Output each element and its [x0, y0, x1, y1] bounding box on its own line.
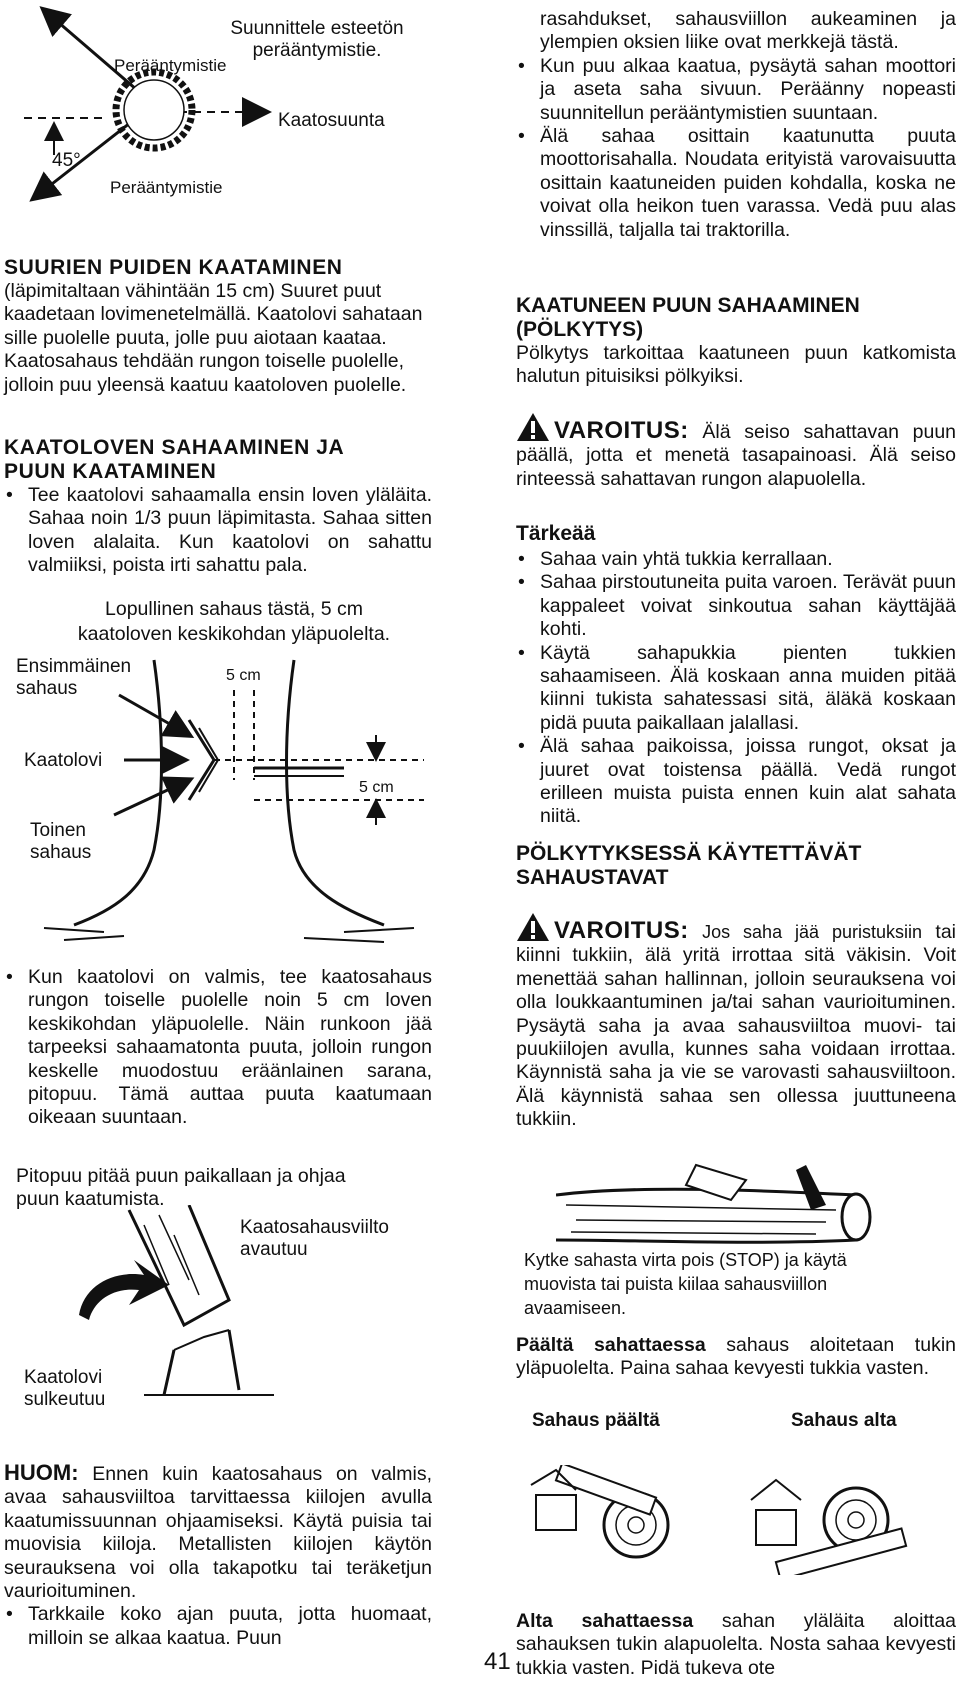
warning-1-label: VAROITUS:: [554, 417, 689, 444]
wedge-log-illustration: [556, 1160, 936, 1250]
right-top-bullet-1: • Kun puu alkaa kaatua, pysäytä sahan moottori ja aseta saha sivuun. Peräänny nopeasti suunnitellun perääntymistien suuntaan.: [516, 55, 956, 125]
top-cutting-label: Päältä sahattaessa: [516, 1334, 706, 1356]
bucking-heading-line1: KAATUNEEN PUUN SAHAAMINEN: [516, 294, 860, 317]
note-label: HUOM:: [4, 1460, 79, 1485]
cut-from-below-label: Sahaus alta: [791, 1410, 897, 1431]
wedge-caption-line1: Kytke sahasta virta pois (STOP) ja käytä: [524, 1250, 847, 1270]
note-section: [4, 1461, 432, 1650]
right-top-bullet-2: • Älä sahaa osittain kaatunutta puuta moottorisahalla. Noudata erityistä varovaisuutta osittain kaatuneiden puiden kohdalla, koska ne voivat olla heikon tuen varassa. Vedä puu alas vinssillä, taljalla tai traktorilla.: [516, 125, 956, 242]
under-cutting-body: sahan yläläita aloittaa sahauksen tukin alapuolelta. Nosta sahaa kevyesti tukkia vasten. Pidä tukeva ote: [516, 1610, 957, 1679]
important-bullet-3: • Käytä sahapukkia pienten tukkien sahaamiseen. Älä koskaan anna muiden pitää kiinni tukista sahatessasi sitä, äläkä koskaan pidä puuta paikallaan jalallasi.: [516, 642, 956, 736]
bucking-heading-line2: (PÖLKYTYS): [516, 318, 644, 341]
wedge-caption-line3: avaamiseen.: [524, 1298, 627, 1318]
retreat-top-label: Perääntymistie: [114, 56, 227, 75]
first-cut-line1: Ensimmäinen: [16, 656, 132, 677]
important-bullet-2: • Sahaa pirstoutuneita puita varoen. Terävät puun kappaleet voivat sinkoutua sahan käyttäjää kohti.: [516, 571, 956, 641]
retreat-caption-line2: perääntymistie.: [252, 40, 382, 61]
under-cutting-paragraph: [516, 1610, 956, 1680]
second-cut-line1: Toinen: [30, 820, 86, 841]
important-bullet-4: • Älä sahaa paikoissa, joissa rungot, oksat ja juuret ovat toistensa päällä. Vedä rungot erilleen muista puista ennen kuin alat sahata niitä.: [516, 735, 956, 829]
note-body: Ennen kuin kaatosahaus on valmis, avaa sahausviiltoa tarvittaessa kiilojen avulla kaatumissuunnan ohjaamiseksi. Käytä puisia tai muovisia kiiloja. Metallisten kiilojen käytön seurauksena voi olla takapotku tai teräketjun vaurioituminen.: [4, 1463, 432, 1603]
hinge-caption-line1: Pitopuu pitää puun paikallaan ja ohjaa: [16, 1165, 346, 1187]
methods-heading: [516, 842, 956, 890]
important-heading: Tärkeää: [516, 522, 596, 545]
under-cutting-label: Alta sahattaessa: [516, 1610, 694, 1632]
felling-cut-section: [4, 966, 432, 1130]
cut-opens-label: [240, 1217, 389, 1261]
note-paragraph: [4, 1461, 432, 1603]
top-cutting-paragraph: [516, 1334, 956, 1381]
first-cut-label: [16, 656, 131, 700]
important-bullet-1: • Sahaa vain yhtä tukkia kerrallaan.: [516, 548, 956, 571]
notch-label: Kaatolovi: [24, 750, 103, 771]
final-cut-caption: [34, 597, 434, 647]
notch-closes-line2: sulkeutuu: [24, 1389, 106, 1410]
notch-heading-line1: KAATOLOVEN SAHAAMINEN JA: [4, 436, 345, 459]
notch-closes-line1: Kaatolovi: [24, 1367, 103, 1388]
warning-2-paragraph: [516, 912, 956, 1132]
notch-section: [4, 436, 432, 578]
note-bullet: • Tarkkaile koko ajan puuta, jotta huomaat, milloin se alkaa kaatua. Puun: [4, 1603, 432, 1650]
right-top-continuation: rasahdukset, sahausviillon aukeaminen ja ylempien oksien liike ovat merkkejä tästä.: [540, 8, 956, 54]
important-section: [516, 522, 956, 829]
warning-2-rest: tai kiinni tukkiin, älä yritä irrottaa sitä väkisin. Voit menettää sahan hallinnan, jolloin seurauksena voi olla loukkaantuminen ja/tai sahan vaurioituminen. Pysäytä saha ja avaa sahausviiltoa muovi- tai puukiilojen avulla, kunnes saha voidaan irrottaa. Käynnistä saha ja vie se varovasti sahausviiltoon. Älä käynnistä sahaa sen ollessa juuttuneena tukkiin.: [516, 921, 957, 1131]
retreat-caption: [222, 18, 412, 62]
page-number: 41: [484, 1648, 511, 1675]
warning-1-rest: puun päällä, jotta et menetä tasapainoasi. Älä seiso rinteessä sahattavan rungon alapuolella.: [516, 421, 957, 490]
cut-from-top-label: Sahaus päältä: [532, 1410, 660, 1431]
cutting-methods-illustration: [526, 1465, 956, 1575]
dim-top-label: 5 cm: [226, 667, 261, 684]
bucking-section: [516, 294, 956, 389]
big-trees-heading: SUURIEN PUIDEN KAATAMINEN: [4, 256, 343, 279]
warning-2-label: VAROITUS:: [554, 917, 689, 944]
warning-2: [516, 912, 956, 1132]
big-trees-body: (läpimitaltaan vähintään 15 cm) Suuret puut kaadetaan lovimenetelmällä. Kaatolovi sahataan sille puolelle puuta, jolle puu aiotaan kaataa. Kaatosahaus tehdään rungon toiselle puolelle, jolloin puu yleensä kaatuu kaatoloven puolelle.: [4, 280, 423, 396]
warning-triangle-icon: [516, 412, 550, 442]
first-cut-line2: sahaus: [16, 678, 78, 699]
wedge-caption-line2: muovista tai puista kiilaa sahausviillon: [524, 1274, 828, 1294]
methods-section: [516, 842, 956, 890]
wedge-caption: [524, 1248, 847, 1320]
top-cutting-body: sahaus aloitetaan tukin yläpuolelta. Paina sahaa kevyesti tukkia vasten.: [516, 1334, 956, 1380]
big-trees-section: [4, 256, 432, 397]
notch-heading-line2: PUUN KAATAMINEN: [4, 460, 217, 483]
final-cut-line2: kaatoloven keskikohdan yläpuolelta.: [77, 623, 391, 645]
bucking-body: Pölkytys tarkoittaa kaatuneen puun katkomista halutun pituisiksi pölkyiksi.: [516, 342, 956, 388]
top-cutting-section: [516, 1334, 956, 1381]
methods-heading-line1: PÖLKYTYKSESSÄ KÄYTETTÄVÄT: [516, 842, 862, 865]
notch-bullet-1: • Tee kaatolovi sahaamalla ensin loven yläläita. Sahaa noin 1/3 puun läpimitasta. Sahaa sitten loven alalaita. Kun kaatolovi on sahattu valmiiksi, poista irti sahattu pala.: [4, 484, 432, 578]
retreat-bottom-label: Perääntymistie: [110, 178, 223, 197]
warning-1-paragraph: [516, 412, 956, 491]
angle-label: 45°: [52, 150, 81, 171]
cut-opens-line1: Kaatosahausviilto: [240, 1217, 389, 1238]
notch-closes-label: [24, 1367, 105, 1411]
dim-right-label: 5 cm: [359, 779, 394, 796]
warning-2-inline: Jos saha jää puristuksiin: [702, 922, 923, 942]
bucking-heading: [516, 294, 956, 342]
second-cut-label: [30, 820, 91, 864]
cut-opens-line2: avautuu: [240, 1239, 308, 1260]
warning-triangle-icon: [516, 912, 550, 942]
under-cutting-section: [516, 1610, 956, 1680]
retreat-caption-line1: Suunnittele esteetön: [230, 18, 404, 39]
warning-1-inline: Älä seiso sahattavan: [702, 421, 899, 443]
second-cut-line2: sahaus: [30, 842, 92, 863]
methods-heading-line2: SAHAUSTAVAT: [516, 866, 669, 889]
notch-heading: [4, 436, 432, 484]
hinge-caption-line2: puun kaatumista.: [16, 1188, 165, 1210]
right-top-section: [516, 8, 956, 242]
felling-cut-bullet: • Kun kaatolovi on valmis, tee kaatosahaus rungon toiselle puolelle noin 5 cm loven keskikohdan yläpuolelle. Näin runkoon jää tarpeeksi sahaamatonta puuta, jolloin rungon keskelle muodostuu eräänlainen sarana, pitopuu. Tämä auttaa puuta kaatumaan oikeaan suuntaan.: [4, 966, 432, 1130]
final-cut-line1: Lopullinen sahaus tästä, 5 cm: [105, 598, 363, 620]
felling-direction-label: Kaatosuunta: [278, 110, 385, 131]
warning-1: [516, 412, 956, 491]
